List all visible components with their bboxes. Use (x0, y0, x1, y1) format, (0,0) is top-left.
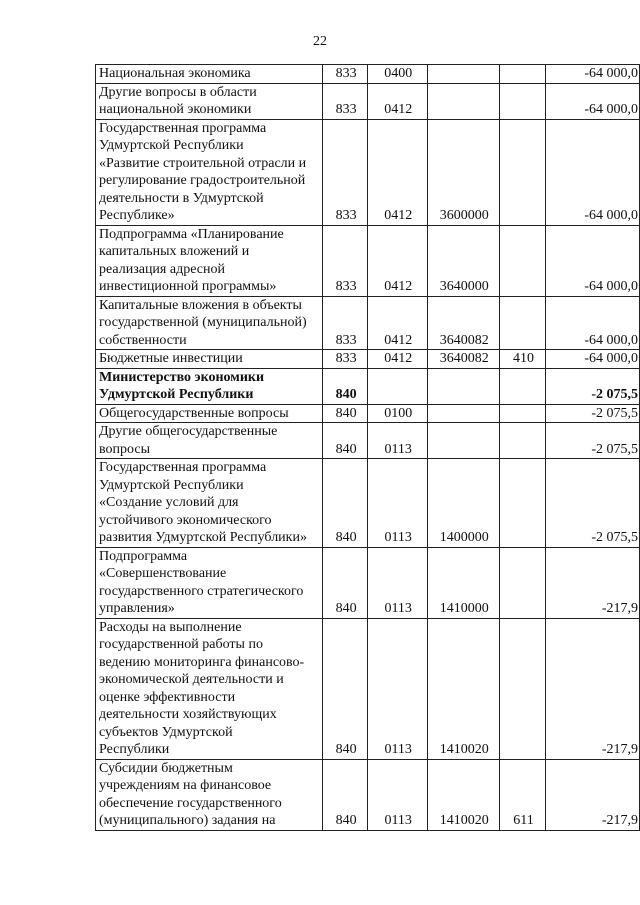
target-code-cell (427, 83, 499, 119)
row-name-cell: Государственная программа Удмуртской Республики «Развитие строительной отрасли и регулирование градостроительной деятельности в Удмуртской Республике» (96, 119, 323, 225)
ministry-code-cell: 840 (323, 404, 367, 423)
expense-type-cell (499, 618, 545, 759)
row-name-cell: Капитальные вложения в объекты государственной (муниципальной) собственности (96, 296, 323, 350)
amount-cell: -64 000,0 (546, 225, 640, 296)
table-row (96, 423, 640, 459)
row-name-cell: Подпрограмма «Совершенствование государственного стратегического управления» (96, 547, 323, 618)
table-row (96, 83, 640, 119)
ministry-code-cell: 840 (323, 759, 367, 830)
target-code-cell: 3640082 (427, 296, 499, 350)
ministry-code-cell: 833 (323, 65, 367, 84)
amount-cell: -64 000,0 (546, 350, 640, 369)
row-name-cell: Общегосударственные вопросы (96, 404, 323, 423)
section-code-cell: 0412 (367, 83, 427, 119)
row-name-cell: Бюджетные инвестиции (96, 350, 323, 369)
target-code-cell (427, 65, 499, 84)
ministry-code-cell: 840 (323, 423, 367, 459)
expense-type-cell (499, 225, 545, 296)
expense-type-cell (499, 119, 545, 225)
ministry-code-cell: 833 (323, 83, 367, 119)
target-code-cell: 3640082 (427, 350, 499, 369)
table-row (96, 404, 640, 423)
expense-type-cell (499, 296, 545, 350)
section-code-cell (367, 368, 427, 404)
target-code-cell (427, 368, 499, 404)
target-code-cell: 3600000 (427, 119, 499, 225)
amount-cell: -2 075,5 (546, 459, 640, 548)
table-row (96, 459, 640, 548)
table-row (96, 65, 640, 84)
amount-cell: -64 000,0 (546, 65, 640, 84)
expense-type-cell (499, 65, 545, 84)
table-row (96, 618, 640, 759)
ministry-code-cell: 833 (323, 119, 367, 225)
expense-type-cell (499, 368, 545, 404)
section-code-cell: 0113 (367, 459, 427, 548)
expense-type-cell (499, 423, 545, 459)
row-name-cell: Другие вопросы в области национальной экономики (96, 83, 323, 119)
expense-type-cell (499, 547, 545, 618)
ministry-code-cell: 840 (323, 618, 367, 759)
target-code-cell (427, 423, 499, 459)
target-code-cell: 1410020 (427, 759, 499, 830)
amount-cell: -64 000,0 (546, 119, 640, 225)
target-code-cell: 1400000 (427, 459, 499, 548)
section-code-cell: 0412 (367, 296, 427, 350)
table-row (96, 547, 640, 618)
table-row (96, 368, 640, 404)
table-row (96, 119, 640, 225)
row-name-cell: Субсидии бюджетным учреждениям на финансовое обеспечение государственного (муниципального) задания на (96, 759, 323, 830)
section-code-cell: 0412 (367, 350, 427, 369)
table-row (96, 296, 640, 350)
expense-type-cell: 611 (499, 759, 545, 830)
expense-type-cell (499, 459, 545, 548)
ministry-code-cell: 840 (323, 459, 367, 548)
ministry-code-cell: 840 (323, 547, 367, 618)
amount-cell: -2 075,5 (546, 423, 640, 459)
target-code-cell: 1410020 (427, 618, 499, 759)
target-code-cell: 3640000 (427, 225, 499, 296)
section-code-cell: 0412 (367, 119, 427, 225)
section-code-cell: 0113 (367, 759, 427, 830)
section-code-cell: 0113 (367, 423, 427, 459)
amount-cell: -64 000,0 (546, 83, 640, 119)
amount-cell: -64 000,0 (546, 296, 640, 350)
budget-table-body (96, 65, 640, 831)
section-code-cell: 0100 (367, 404, 427, 423)
section-code-cell: 0113 (367, 547, 427, 618)
amount-cell: -217,9 (546, 759, 640, 830)
ministry-code-cell: 833 (323, 225, 367, 296)
ministry-code-cell: 833 (323, 350, 367, 369)
target-code-cell: 1410000 (427, 547, 499, 618)
row-name-cell: Подпрограмма «Планирование капитальных вложений и реализация адресной инвестиционной программы» (96, 225, 323, 296)
row-name-cell: Национальная экономика (96, 65, 323, 84)
section-code-cell: 0113 (367, 618, 427, 759)
row-name-cell: Другие общегосударственные вопросы (96, 423, 323, 459)
target-code-cell (427, 404, 499, 423)
row-name-cell: Государственная программа Удмуртской Республики «Создание условий для устойчивого экономического развития Удмуртской Республики» (96, 459, 323, 548)
expense-type-cell: 410 (499, 350, 545, 369)
table-row (96, 759, 640, 830)
section-code-cell: 0400 (367, 65, 427, 84)
ministry-code-cell: 840 (323, 368, 367, 404)
amount-cell: -2 075,5 (546, 368, 640, 404)
table-row (96, 225, 640, 296)
row-name-cell: Министерство экономики Удмуртской Республики (96, 368, 323, 404)
expense-type-cell (499, 404, 545, 423)
page-number: 22 (313, 34, 327, 49)
amount-cell: -217,9 (546, 618, 640, 759)
expense-type-cell (499, 83, 545, 119)
table-row (96, 350, 640, 369)
amount-cell: -217,9 (546, 547, 640, 618)
ministry-code-cell: 833 (323, 296, 367, 350)
budget-table (95, 64, 640, 831)
section-code-cell: 0412 (367, 225, 427, 296)
row-name-cell: Расходы на выполнение государственной работы по ведению мониторинга финансово- экономической деятельности и оценке эффективности деятельности хозяйствующих субъектов Удмуртской Республики (96, 618, 323, 759)
amount-cell: -2 075,5 (546, 404, 640, 423)
